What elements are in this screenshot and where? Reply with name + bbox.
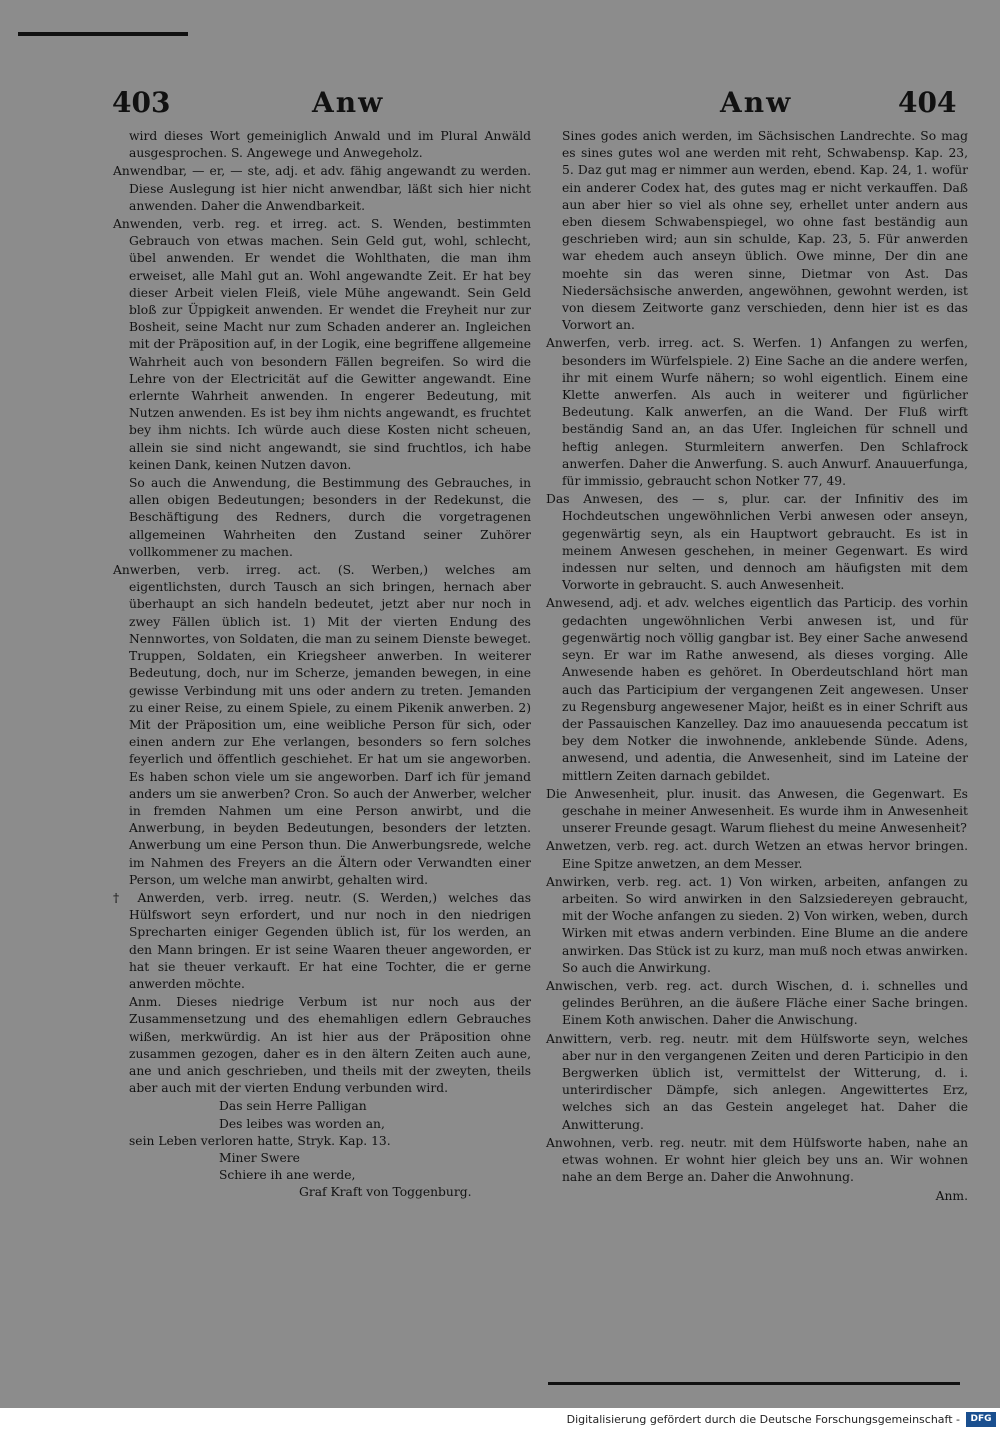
entry-continuation: Sines godes anich werden, im Sächsischen Landrechte. So mag es sines gutes wol ane werden mit reht, Schwabensp. Kap. 23, 5. Daz gut mag er nimmer aun werden, ebend. Kap. 24, 1. wofür ein anderer Codex hat, des gutes mag er nicht verkauffen. Daß aun aber hier so viel als ohne sey, erhellet unter andern aus eben diesem Schwabenspiegel, wo ohne fast beständig aun geschrieben wird; aun sin schulde, Kap. 23, 5. Für anwerden war ehedem auch anseyn üblich. Owe minne, Der din ane moehte sin das weren sinne, Dietmar von Ast. Das Niedersächsische anwerden, angewöhnen, gewohnt werden, ist von diesem Zeitworte ganz verschieden, denn hier ist es das Vorwort an. bbox=[562, 129, 968, 333]
entry-anwittern: Anwittern, verb. reg. neutr. mit dem Hülfsworte seyn, welches aber nur in den vergangenen Zeiten und deren Participio in den Bergwerken üblich ist, vermittelst der Witterung, d. i. unterirdischer Dämpfe, sich anlegen. Angewittertes Erz, welches sich an das Gestein angeleget hat. Daher die Anwitterung. bbox=[546, 1031, 968, 1132]
verse-line: Schiere ih ane werde, bbox=[219, 1168, 356, 1183]
entry-anwerben: Anwerben, verb. irreg. act. (S. Werben,) welches am eigentlichsten, durch Tausch an sich bringen, hernach aber überhaupt an sich handeln bedeutet, jetzt aber nur noch in zwey Fällen üblich ist. 1) Mit der vierten Endung des Nennwortes, von Soldaten, die man zu seinem Dienste beweget. Truppen, Soldaten, ein Kriegsheer anwerben. In weiterer Bedeutung, doch, nur im Scherze, jemanden bewegen, in eine gewisse Verbindung mit uns oder andern zu treten. Jemanden zu einer Reise, zu einem Spiele, zu einem Pikenik anwerben. 2) Mit der Präposition um, eine weibliche Person für sich, oder einen andern zur Ehe verlangen, besonders so fern solches feyerlich und öffentlich geschiehet. Er hat um sie angeworben. Es haben schon viele um sie angeworben. Darf ich für jemand anders um sie anwerben? Cron. So auch der Anwerber, welcher in fremden Nahmen um eine Person anwirbt, und die Anwerbung, in beyden Bedeutungen, besonders der letzten. Anwerbung um eine Person thun. Die Anwerbungsrede, welche im Nahmen des Freyers an die Ältern oder Verwandten einer Person, um welche man anwirbt, gehalten wird. bbox=[113, 563, 531, 887]
footer-credit: Digitalisierung gefördert durch die Deutsche Forschungsgemeinschaft - bbox=[566, 1413, 960, 1426]
footer-bar bbox=[0, 1408, 1000, 1432]
catchword: Anm. bbox=[935, 1189, 968, 1204]
entry-anwohnen: Anwohnen, verb. reg. neutr. mit dem Hülfsworte haben, nahe an etwas wohnen. Er wohnt hier gleich bey uns an. Wir wohnen nahe an dem Berge an. Daher die Anwohnung. bbox=[546, 1135, 968, 1185]
verse-line: Des leibes was worden an, bbox=[219, 1116, 385, 1131]
entry-anwesend: Anwesend, adj. et adv. welches eigentlich das Particip. des vorhin gedachten ungewöhnlichen Verbi anwesen ist, und für gegenwärtig noch völlig gangbar ist. Bey einer Sache anwesend seyn. Er war im Rathe anwesend, als dieses vorging. Alle Anwesende haben es gehöret. In Oberdeutschland hört man auch das Participium der vergangenen Zeit angewesen. Unser zu Regensburg angewesener Major, heißt es in einer Schrift aus der Passauischen Kanzelley. Daz imo anauuesenda peccatum ist bey dem Notker die inwohnende, anklebende Sünde. Adens, anwesend, und adentia, die Anwesenheit, sind im Lateine der mittlern Zeiten darnach gebildet. bbox=[546, 596, 968, 783]
entry-anmerkung: Anm. Dieses niedrige Verbum ist nur noch aus der Zusammensetzung und des ehemahligen edlern Gebrauches wißen, merkwürdig. An ist hier aus der Präposition ohne zusammen gezogen, daher es in den ältern Zeiten auch aune, ane und anich geschrieben, und theils mit der zweyten, theils aber auch mit der vierten Endung verbunden wird. bbox=[129, 995, 531, 1096]
entry-anwenden: Anwenden, verb. reg. et irreg. act. S. Wenden, bestimmten Gebrauch von etwas machen. Sein Geld gut, wohl, schlecht, übel anwenden. Er wendet die Wohlthaten, die man ihm erweiset, alle Mahl gut an. Wohl angewandte Zeit. Er hat bey dieser Arbeit vielen Fleiß, viele Mühe angewandt. Sein Geld bloß zur Üppigkeit anwenden. Er wendet die Freyheit nur zur Bosheit, seine Macht nur zum Schaden anderer an. Ingleichen mit der Präposition auf, in der Logik, eine begriffene allgemeine Wahrheit auch von besondern Fällen begreifen. So wird die Lehre von der Electricität auf die Gewitter angewandt. Eine erlernte Wahrheit anwenden. In engerer Bedeutung, mit Nutzen anwenden. Es ist bey ihm nichts angewandt, es fruchtet bey ihm nichts. Ich würde auch diese Kosten nicht scheuen, allein sie sind nicht angewandt, sie sind fruchtlos, ich habe keinen Dank, keinen Nutzen davon. bbox=[113, 217, 531, 472]
verse-quote bbox=[113, 1098, 531, 1201]
top-rule bbox=[18, 32, 188, 36]
entry-anwesenheit: Die Anwesenheit, plur. inusit. das Anwesen, die Gegenwart. Es geschahe in meiner Anwesenheit. Es wurde ihm in Anwesenheit unserer Freunde gesagt. Warum fliehest du meine Anwesenheit? bbox=[546, 786, 968, 836]
entry-continuation: wird dieses Wort gemeiniglich Anwald und im Plural Anwäld ausgesprochen. S. Angewege und Anwegeholz. bbox=[129, 129, 531, 161]
entry-anwerden: † Anwerden, verb. irreg. neutr. (S. Werden,) welches das Hülfswort seyn erfordert, und nur noch in den niedrigen Sprecharten einiger Gegenden üblich ist, für los werden, an den Mann bringen. Er ist seine Waaren theuer angeworden, er hat sie theuer verkauft. Er hat eine Tochter, die er gerne anwerden möchte. bbox=[113, 890, 531, 991]
entry-anwischen: Anwischen, verb. reg. act. durch Wischen, d. i. schnelles und gelindes Berühren, an die äußere Fläche einer Sache bringen. Einem Koth anwischen. Daher die Anwischung. bbox=[546, 978, 968, 1028]
verse-line: Das sein Herre Palligan bbox=[219, 1099, 367, 1114]
dfg-logo-icon: DFG bbox=[966, 1412, 996, 1427]
bottom-rule bbox=[548, 1382, 960, 1385]
entry-anwirken: Anwirken, verb. reg. act. 1) Von wirken, arbeiten, anfangen zu arbeiten. So wird anwirken in den Salzsiedereyen gebraucht, mit der Woche anfangen zu sieden. 2) Von wirken, weben, durch Wirken mit etwas andern verbinden. Eine Blume an die andere anwirken. Das Stück ist zu kurz, man muß noch etwas anwirken. So auch die Anwirkung. bbox=[546, 874, 968, 975]
left-page-number: 403 bbox=[112, 86, 171, 119]
right-running-head: Anw bbox=[720, 86, 793, 119]
verse-line: sein Leben verloren hatte, Stryk. Kap. 13. bbox=[129, 1133, 391, 1148]
verse-line: Miner Swere bbox=[219, 1150, 300, 1165]
verse-attribution: Graf Kraft von Toggenburg. bbox=[299, 1185, 472, 1200]
entry-anwendbar: Anwendbar, — er, — ste, adj. et adv. fähig angewandt zu werden. Diese Auslegung ist hier nicht anwendbar, läßt sich hier nicht anwenden. Daher die Anwendbarkeit. bbox=[113, 164, 531, 213]
entry-das-anwesen: Das Anwesen, des — s, plur. car. der Infinitiv des im Hochdeutschen ungewöhnlichen Verbi anwesen oder anseyn, gegenwärtig seyn, als ein Hauptwort gebraucht. Es ist in meinem Anwesen geschehen, in meiner Gegenwart. Es wird indessen nur selten, und dennoch am häufigsten mit dem Vorworte in gebraucht. S. auch Anwesenheit. bbox=[546, 492, 968, 593]
left-running-head: Anw bbox=[312, 86, 385, 119]
entry-anwendung: So auch die Anwendung, die Bestimmung des Gebrauches, in allen obigen Bedeutungen; besonders in der Redekunst, die Beschäftigung des Redners, durch die vorgetragenen allgemeinen Wahrheiten den Zustand seiner Zuhörer vollkommener zu machen. bbox=[129, 476, 531, 559]
right-page-number: 404 bbox=[898, 86, 957, 119]
entry-anwetzen: Anwetzen, verb. reg. act. durch Wetzen an etwas hervor bringen. Eine Spitze anwetzen, an dem Messer. bbox=[546, 839, 968, 871]
entry-anwerfen: Anwerfen, verb. irreg. act. S. Werfen. 1) Anfangen zu werfen, besonders im Würfelspiele. 2) Eine Sache an die andere werfen, ihr mit einem Wurfe nähern; so wohl eigentlich. Einem eine Klette anwerfen. Als auch in weiterer und figürlicher Bedeutung. Kalk anwerfen, an die Wand. Der Fluß wirft beständig Sand an, an das Ufer. Ingleichen für schnell und heftig anlegen. Sturmleitern anwerfen. Den Schlafrock anwerfen. Daher die Anwerfung. S. auch Anwurf. Anauuerfunga, für immissio, gebraucht schon Notker 77, 49. bbox=[546, 336, 968, 489]
left-column bbox=[113, 128, 531, 1202]
right-column bbox=[546, 128, 968, 1206]
